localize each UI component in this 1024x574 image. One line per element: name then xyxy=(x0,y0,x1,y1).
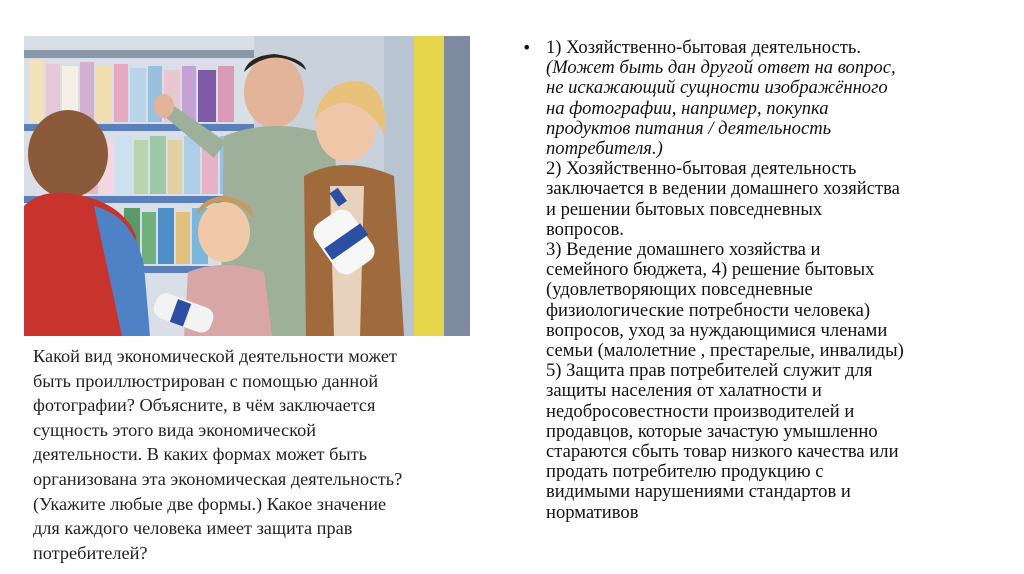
answer-line: физиологические потребности человека) xyxy=(546,299,871,321)
question-line: деятельности. В каких формах может быть xyxy=(33,444,367,465)
question-line: (Укажите любые две формы.) Какое значение xyxy=(33,493,387,514)
answer-line: защиты населения от халатности и xyxy=(546,380,822,402)
question-line: фотографии? Объясните, в чём заключается xyxy=(33,395,376,416)
family-shopping-photo xyxy=(24,36,470,336)
question-line: Какой вид экономической деятельности может xyxy=(33,346,397,366)
answer-line: вопросов, уход за нуждающимися членами xyxy=(546,319,888,341)
question-line: потребителей? xyxy=(33,542,148,563)
answer-line: вопросов. xyxy=(546,218,624,240)
question-text xyxy=(33,344,473,565)
answer-line: и решении бытовых повседневных xyxy=(546,198,823,220)
answer-line: 2) Хозяйственно-бытовая деятельность xyxy=(546,158,857,180)
answer-line: 3) Ведение домашнего хозяйства и xyxy=(546,239,821,261)
answer-list xyxy=(522,38,1002,523)
answer-line: семьи (малолетние , престарелые, инвалиды) xyxy=(546,340,904,362)
answer-line: 1) Хозяйственно-бытовая деятельность. xyxy=(546,37,861,58)
bullet-icon: • xyxy=(522,38,532,57)
answer-note-line: не искажающий сущности изображённого xyxy=(546,77,888,99)
answer-note-line: продуктов питания / деятельность xyxy=(546,117,832,139)
answer-line: нормативов xyxy=(546,501,639,523)
answer-line: семейного бюджета, 4) решение бытовых xyxy=(546,259,875,281)
answer-line: видимыми нарушениями стандартов и xyxy=(546,481,851,503)
answer-line: (удовлетворяющих повседневные xyxy=(546,279,813,301)
answer-line: стараются сбыть товар низкого качества или xyxy=(546,441,899,463)
answer-item xyxy=(522,38,1002,523)
question-line: для каждого человека имеет защита прав xyxy=(33,518,353,539)
answer-line: заключается в ведении домашнего хозяйства xyxy=(546,178,900,200)
answer-line: недобросовестности производителей и xyxy=(546,400,855,422)
answer-note-line: (Может быть дан другой ответ на вопрос, xyxy=(546,57,896,79)
answer-text xyxy=(522,38,1002,523)
answer-line: продавцов, которые зачастую умышленно xyxy=(546,420,878,442)
answer-line: 5) Защита прав потребителей служит для xyxy=(546,360,873,382)
photo-illustration xyxy=(24,36,470,336)
answer-note-line: на фотографии, например, покупка xyxy=(546,97,829,119)
question-line: сущность этого вида экономической xyxy=(33,419,316,440)
answer-note-line: потребителя.) xyxy=(546,138,663,160)
question-line: организована эта экономическая деятельность? xyxy=(33,468,403,489)
question-line: быть проиллюстрирован с помощью данной xyxy=(33,370,379,391)
answer-line: продать потребителю продукцию с xyxy=(546,461,824,483)
